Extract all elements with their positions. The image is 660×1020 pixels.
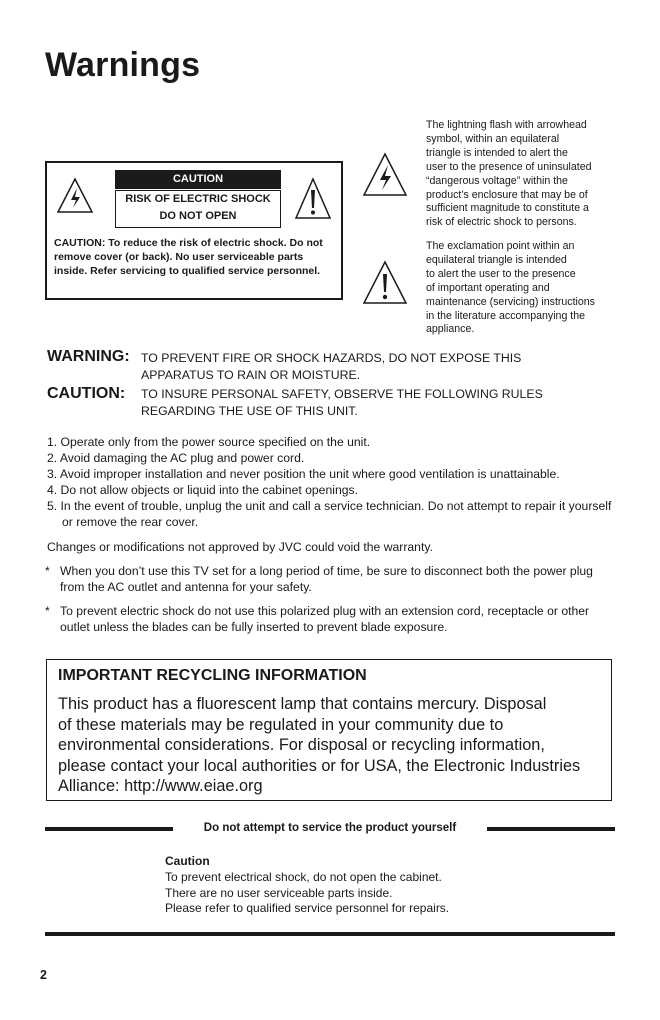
- bullet-star: *: [45, 564, 50, 578]
- desc-line: The lightning flash with arrowhead: [426, 119, 587, 131]
- warning-line: TO PREVENT FIRE OR SHOCK HAZARDS, DO NOT EXPOSE THIS: [141, 351, 522, 365]
- service-line: There are no user serviceable parts inside.: [165, 885, 393, 900]
- warning-text: [141, 350, 601, 384]
- risk-line-2: DO NOT OPEN: [159, 210, 237, 222]
- list-item: 5. In the event of trouble, unplug the unit and call a service technician. Do not attempt to repair it yourself or remove the rear cover.: [47, 499, 612, 529]
- recycling-line: environmental considerations. For disposal or recycling information,: [58, 736, 545, 754]
- warranty-note: Changes or modifications not approved by JVC could void the warranty.: [47, 540, 433, 554]
- recycling-line: This product has a fluorescent lamp that contains mercury. Disposal: [58, 695, 547, 713]
- desc-line: maintenance (servicing) instructions: [426, 295, 595, 308]
- desc-line: user to the presence of uninsulated: [426, 160, 592, 173]
- desc-line: symbol, within an equilateral: [426, 132, 560, 145]
- desc-line: product’s enclosure that may be of: [426, 188, 588, 201]
- note-text: When you don’t use this TV set for a long period of time, be sure to disconnect both the power plug from the AC outlet and antenna for your safety.: [60, 564, 593, 594]
- warning-label: WARNING:: [47, 348, 130, 365]
- divider-left: [45, 827, 173, 831]
- safety-rules-list: [47, 434, 617, 530]
- page-number: 2: [40, 968, 47, 982]
- recycling-line: Alliance: http://www.eiae.org: [58, 777, 263, 795]
- recycling-line: please contact your local authorities or for USA, the Electronic Industries: [58, 756, 581, 775]
- service-line: To prevent electrical shock, do not open the cabinet.: [165, 870, 442, 884]
- service-caution-title: Caution: [165, 854, 210, 868]
- desc-line: triangle is intended to alert the: [426, 146, 568, 159]
- caution-line: TO INSURE PERSONAL SAFETY, OBSERVE THE FOLLOWING RULES: [141, 387, 543, 401]
- desc-line: risk of electric shock to persons.: [426, 216, 577, 229]
- divider-right: [487, 827, 615, 831]
- desc-line: sufficient magnitude to constitute a: [426, 202, 589, 215]
- recycling-line: of these materials may be regulated in your community due to: [58, 715, 504, 734]
- caution-text: [141, 386, 601, 420]
- list-item: 2. Avoid damaging the AC plug and power cord.: [47, 451, 305, 465]
- bullet-star: *: [45, 604, 50, 618]
- recycling-title: IMPORTANT RECYCLING INFORMATION: [58, 667, 367, 684]
- exclamation-symbol-description: [426, 240, 620, 337]
- desc-line: The exclamation point within an: [426, 240, 575, 252]
- risk-line-1: RISK OF ELECTRIC SHOCK: [125, 193, 271, 205]
- recycling-text: [58, 694, 608, 797]
- lightning-triangle-icon: [362, 152, 408, 198]
- caution-box-text: CAUTION: To reduce the risk of electric shock. Do not remove cover (or back). No user serviceable parts inside. Refer servicing to qualified service personnel.: [54, 237, 323, 277]
- caution-header: CAUTION: [115, 170, 281, 189]
- warning-line: APPARATUS TO RAIN OR MOISTURE.: [141, 368, 361, 382]
- risk-of-shock-box: [115, 190, 281, 228]
- desc-line: to alert the user to the presence: [426, 267, 576, 280]
- caution-label-box: [45, 161, 343, 300]
- desc-line: “dangerous voltage” within the: [426, 174, 568, 187]
- list-item: 4. Do not allow objects or liquid into the cabinet openings.: [47, 483, 358, 497]
- service-line: Please refer to qualified service personnel for repairs.: [165, 901, 450, 915]
- list-item: 1. Operate only from the power source specified on the unit.: [47, 435, 371, 449]
- desc-line: equilateral triangle is intended: [426, 253, 567, 266]
- service-heading: Do not attempt to service the product yourself: [203, 822, 457, 834]
- exclamation-triangle-icon: [294, 177, 332, 221]
- note-text: To prevent electric shock do not use this polarized plug with an extension cord, receptacle or other outlet unless the blades can be fully inserted to prevent blade exposure.: [60, 604, 590, 634]
- exclamation-triangle-icon: [362, 260, 408, 306]
- caution-label: CAUTION:: [47, 385, 126, 402]
- divider-bottom: [45, 932, 615, 936]
- desc-line: in the literature accompanying the: [426, 309, 585, 322]
- note-item: [45, 563, 615, 595]
- lightning-triangle-icon: [56, 177, 94, 215]
- desc-line: appliance.: [426, 323, 475, 336]
- note-item: [45, 603, 615, 635]
- desc-line: of important operating and: [426, 281, 550, 294]
- recycling-info-box: [46, 659, 612, 801]
- service-caution-text: [165, 870, 449, 917]
- page-title: Warnings: [45, 46, 201, 84]
- lightning-symbol-description: [426, 119, 620, 230]
- list-item: 3. Avoid improper installation and never position the unit where good ventilation is unattainable.: [47, 467, 560, 481]
- caution-line: REGARDING THE USE OF THIS UNIT.: [141, 404, 358, 418]
